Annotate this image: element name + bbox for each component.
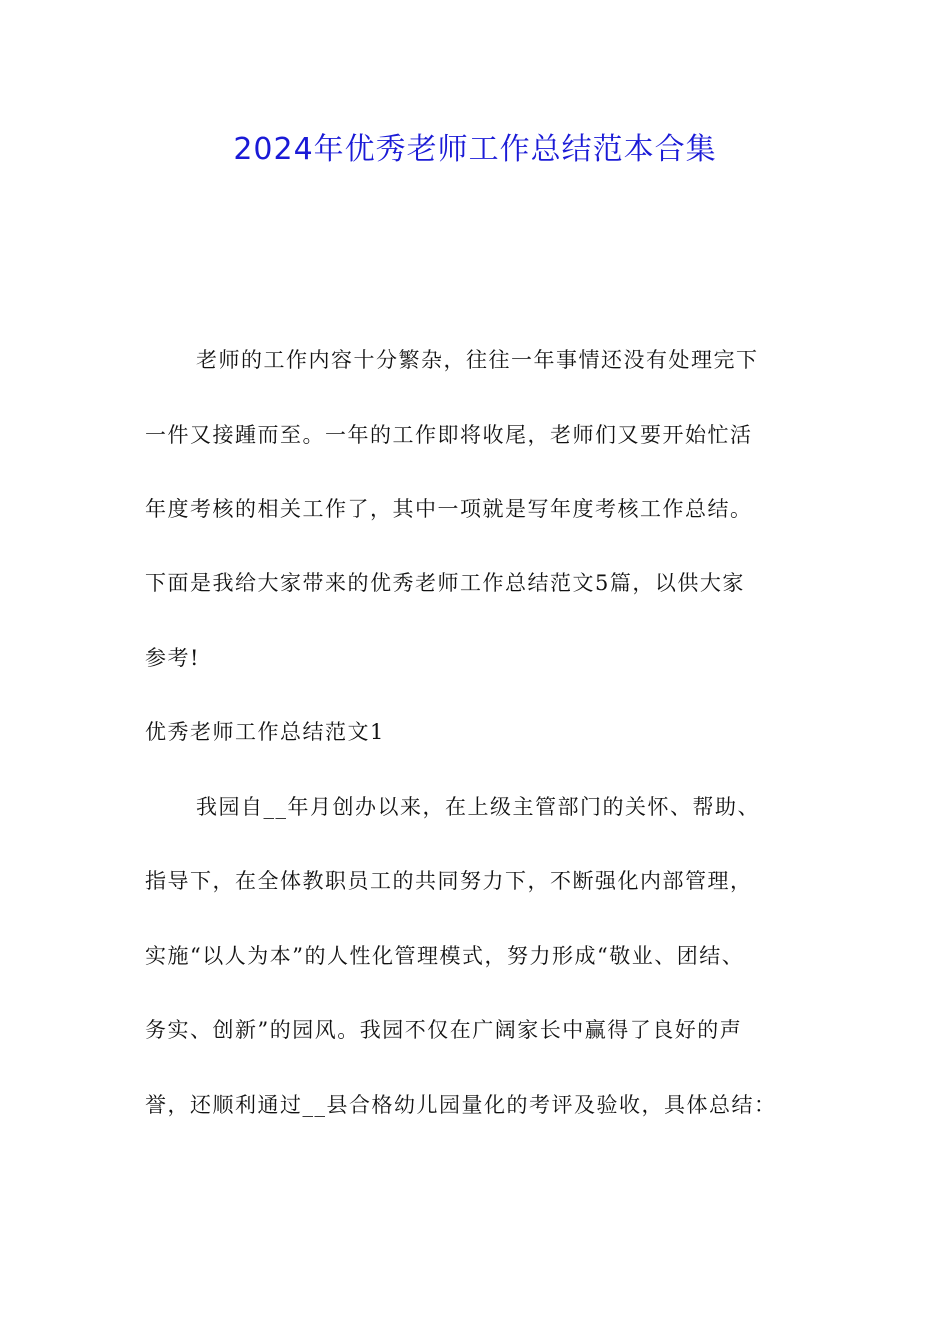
section-line-5: 誉，还顺利通过__县合格幼儿园量化的考评及验收，具体总结： [145,1093,777,1117]
section-line-1: 我园自__年月创办以来，在上级主管部门的关怀、帮助、 [196,795,760,819]
intro-line-3: 年度考核的相关工作了，其中一项就是写年度考核工作总结。 [145,497,753,521]
intro-line-5: 参考! [145,646,200,670]
intro-line-4: 下面是我给大家带来的优秀老师工作总结范文5篇，以供大家 [145,571,745,595]
section-line-4: 务实、创新”的园风。我园不仅在广阔家长中赢得了良好的声 [145,1018,743,1042]
section-heading: 优秀老师工作总结范文1 [145,720,385,744]
section-line-3: 实施“以人为本”的人性化管理模式，努力形成“敬业、团结、 [145,944,745,968]
intro-line-1: 老师的工作内容十分繁杂，往往一年事情还没有处理完下 [196,348,759,372]
document-title: 2024年优秀老师工作总结范本合集 [233,132,717,167]
intro-line-2: 一件又接踵而至。一年的工作即将收尾，老师们又要开始忙活 [145,423,753,447]
section-line-2: 指导下，在全体教职员工的共同努力下，不断强化内部管理， [145,869,753,893]
